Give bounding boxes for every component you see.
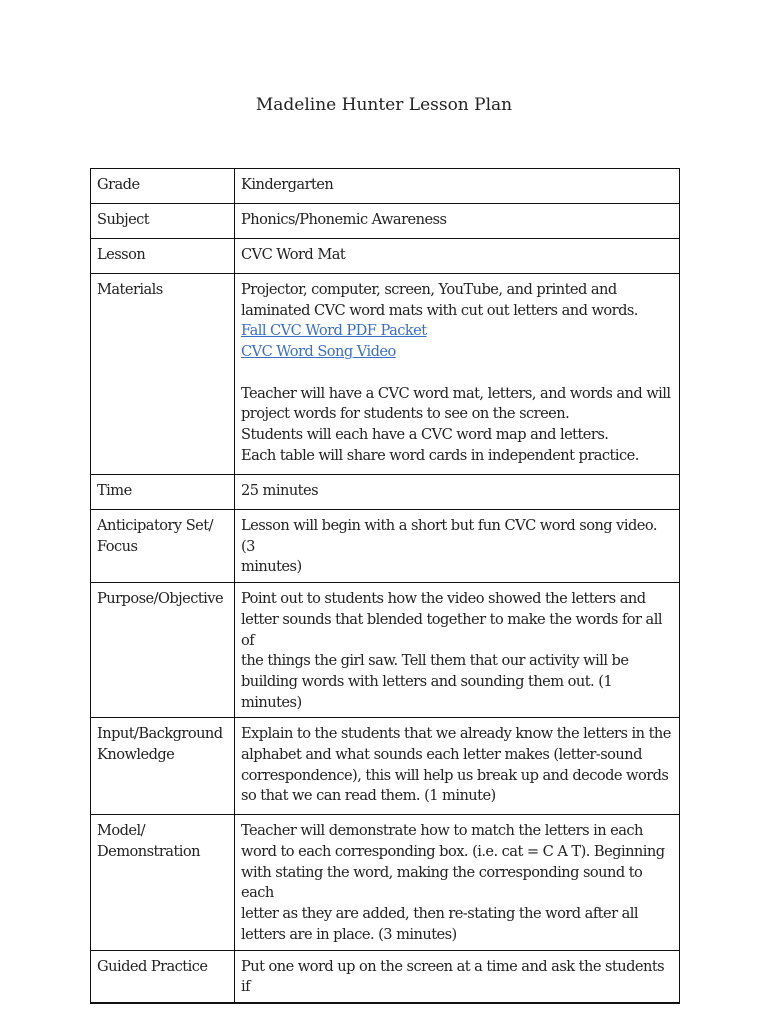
table-row-subject — [91, 204, 680, 239]
table-row-materials — [91, 274, 680, 475]
label-line: Knowledge — [97, 746, 175, 764]
materials-line: laminated CVC word mats with cut out letters and words. — [241, 301, 638, 319]
row-value-time: 25 minutes — [235, 475, 680, 510]
row-value-anticipatory — [235, 510, 680, 583]
row-value-subject: Phonics/Phonemic Awareness — [235, 204, 680, 239]
table-row-model — [91, 815, 680, 950]
purpose-line: building words with letters and sounding them out. (1 minutes) — [241, 672, 613, 711]
purpose-line: the things the girl saw. Tell them that our activity will be — [241, 652, 629, 670]
input-line: Explain to the students that we already know the letters in the — [241, 725, 671, 743]
row-label-model — [91, 815, 235, 950]
model-line: with stating the word, making the corresponding sound to each — [241, 863, 643, 902]
table-row-grade — [91, 169, 680, 204]
table-row-guided — [91, 950, 680, 1003]
row-label-materials: Materials — [91, 274, 235, 475]
row-label-input — [91, 718, 235, 815]
model-line: Teacher will demonstrate how to match the letters in each — [241, 822, 643, 840]
page-title: Madeline Hunter Lesson Plan — [255, 95, 513, 115]
anticipatory-line: minutes) — [241, 558, 302, 576]
purpose-line: Point out to students how the video showed the letters and — [241, 590, 646, 608]
row-label-time: Time — [91, 475, 235, 510]
materials-line: Teacher will have a CVC word mat, letters, and words and will — [241, 384, 671, 402]
materials-line: Projector, computer, screen, YouTube, and printed and — [241, 281, 617, 298]
row-value-purpose — [235, 583, 680, 718]
label-line: Model/ — [97, 822, 145, 840]
model-line: letters are in place. (3 minutes) — [241, 925, 457, 943]
model-line: letter as they are added, then re-stating the word after all — [241, 905, 638, 923]
blank-line — [241, 363, 673, 384]
input-line: so that we can read them. (1 minute) — [241, 787, 496, 805]
model-line: word to each corresponding box. (i.e. cat = C A T). Beginning — [241, 843, 665, 861]
row-label-subject: Subject — [91, 204, 235, 239]
table-row-lesson — [91, 239, 680, 274]
label-line: Focus — [97, 537, 138, 555]
fall-cvc-pdf-link[interactable]: Fall CVC Word PDF Packet — [241, 322, 427, 340]
label-line: Demonstration — [97, 843, 200, 861]
row-label-lesson: Lesson — [91, 239, 235, 274]
materials-line: Each table will share word cards in independent practice. — [241, 446, 639, 464]
row-value-guided — [235, 950, 680, 1003]
table-row-purpose — [91, 583, 680, 718]
row-label-anticipatory — [91, 510, 235, 583]
input-line: correspondence), this will help us break up and decode words — [241, 766, 669, 784]
row-value-input — [235, 718, 680, 815]
anticipatory-line: Lesson will begin with a short but fun CVC word song video. (3 — [241, 517, 657, 555]
row-value-lesson: CVC Word Mat — [235, 239, 680, 274]
input-line: alphabet and what sounds each letter makes (letter-sound — [241, 746, 642, 764]
table-row-anticipatory — [91, 510, 680, 583]
row-value-model — [235, 815, 680, 950]
guided-line: Put one word up on the screen at a time and ask the students if — [241, 957, 665, 996]
purpose-line: letter sounds that blended together to make the words for all of — [241, 610, 662, 649]
row-value-materials — [235, 274, 680, 475]
row-value-grade: Kindergarten — [235, 169, 680, 204]
table-row-time — [91, 475, 680, 510]
lesson-plan-table — [90, 168, 680, 1004]
cvc-song-video-link[interactable]: CVC Word Song Video — [241, 343, 396, 361]
label-line: Anticipatory Set/ — [97, 517, 213, 534]
row-label-purpose: Purpose/Objective — [91, 583, 235, 718]
materials-line: project words for students to see on the screen. — [241, 405, 570, 423]
row-label-guided: Guided Practice — [91, 950, 235, 1003]
table-row-input — [91, 718, 680, 815]
materials-line: Students will each have a CVC word map and letters. — [241, 425, 609, 443]
row-label-grade: Grade — [91, 169, 235, 204]
label-line: Input/Background — [97, 725, 223, 743]
